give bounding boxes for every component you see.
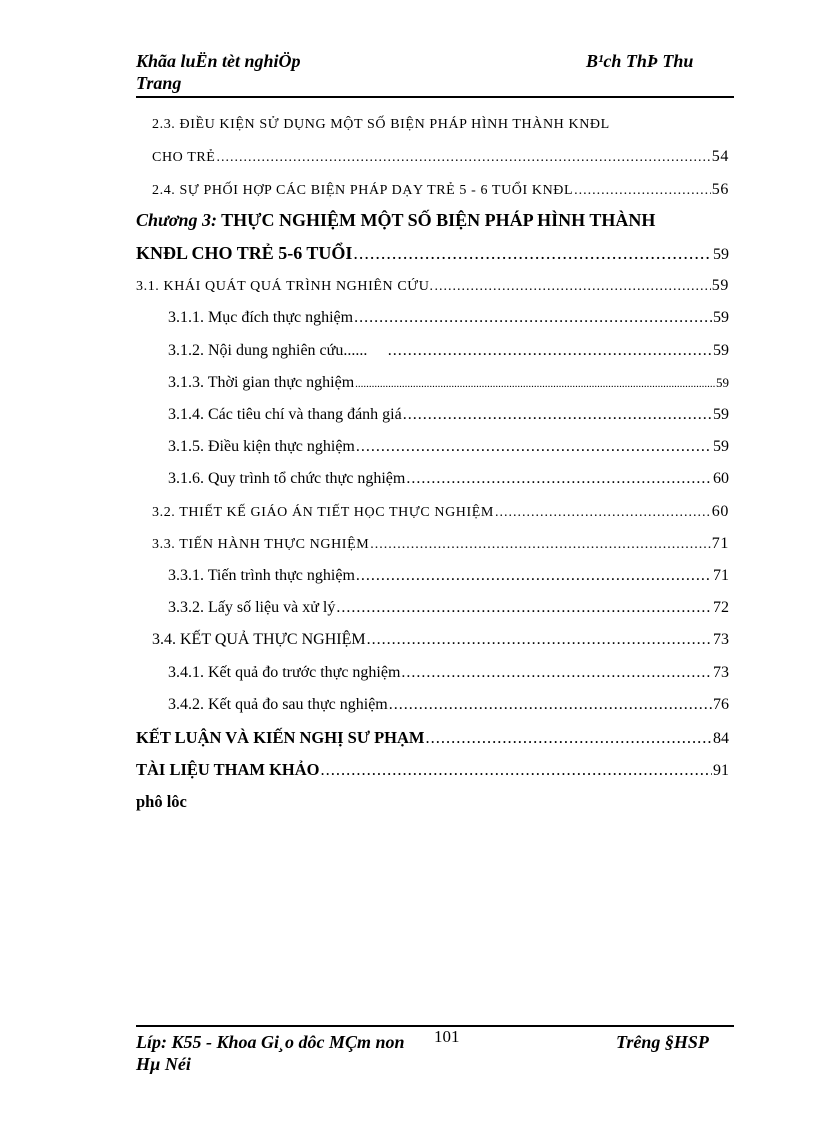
footer-left-line1: Líp: K55 - Khoa Gi¸o dôc MÇm non	[136, 1032, 405, 1052]
footer-right: Trêng §HSP	[616, 1032, 709, 1052]
toc-leader	[403, 406, 712, 424]
toc-entry-3-1-3[interactable]	[168, 374, 729, 392]
toc-entry-2-3-title: CHO TRẺ	[152, 150, 216, 165]
toc-entry-2-3-line1: 2.3. ĐIỀU KIỆN SỬ DỤNG MỘT SỐ BIỆN PHÁP HÌNH THÀNH KNĐL	[152, 117, 610, 132]
toc-entry-3-2[interactable]	[152, 503, 729, 521]
toc-entry-3-1-2-title: 3.1.2. Nội dung nghiên cứu......	[168, 342, 368, 359]
toc-entry-2-3[interactable]	[152, 148, 729, 166]
toc-page-number: 59	[713, 246, 729, 263]
toc-page-number: 91	[713, 762, 729, 779]
toc-entry-3-4-1-title: 3.4.1. Kết quả đo trước thực nghiệm	[168, 664, 401, 681]
toc-conclusion-title: KẾT LUẬN VÀ KIẾN NGHỊ SƯ PHẠM	[136, 728, 425, 747]
toc-leader	[336, 599, 712, 617]
toc-leader	[406, 470, 712, 488]
toc-entry-3-4[interactable]	[152, 631, 729, 649]
toc-page-number: 73	[713, 664, 729, 681]
toc-entry-3-1-6-title: 3.1.6. Quy trình tổ chức thực nghiệm	[168, 470, 406, 487]
toc-page-number: 71	[711, 535, 729, 552]
toc-entry-3-1-4[interactable]	[168, 406, 729, 424]
toc-page-number: 73	[713, 631, 729, 648]
toc-page-number: 60	[713, 470, 729, 487]
toc-chapter-3[interactable]	[136, 243, 729, 264]
toc-entry-3-3-1[interactable]	[168, 567, 729, 585]
toc-leader	[355, 378, 715, 390]
chapter-3-title-line2: KNĐL CHO TRẺ 5-6 TUỔI	[136, 243, 353, 263]
toc-entry-3-3-title: 3.3. TIẾN HÀNH THỰC NGHIỆM	[152, 537, 370, 552]
toc-leader	[389, 696, 712, 714]
toc-entry-3-1-3-title: 3.1.3. Thời gian thực nghiệm	[168, 374, 355, 391]
toc-conclusion[interactable]	[136, 728, 729, 748]
toc-leader	[388, 342, 712, 360]
toc-entry-2-4-title: 2.4. SỰ PHỐI HỢP CÁC BIỆN PHÁP DẠY TRẺ 5 - 6 TUỔI KNĐL	[152, 183, 574, 198]
header-rule	[136, 96, 734, 98]
toc-leader	[495, 505, 711, 521]
toc-leader	[401, 664, 712, 682]
toc-leader	[367, 631, 712, 649]
toc-entry-3-1-2[interactable]	[168, 342, 729, 360]
toc-page-number: 59	[716, 375, 729, 390]
toc-leader	[354, 309, 712, 327]
toc-page-number: 59	[713, 406, 729, 423]
header-left-line1: Khãa luËn tèt nghiÖp	[136, 51, 301, 71]
toc-leader	[353, 243, 712, 264]
toc-page-number: 59	[713, 342, 729, 359]
toc-page-number: 56	[711, 181, 729, 198]
footer-left	[136, 1031, 405, 1075]
header-right: B¹ch ThÞ Thu	[586, 51, 694, 71]
toc-leader	[356, 567, 712, 585]
toc-chapter-3-line1	[136, 210, 655, 231]
toc-entry-3-3-2-title: 3.3.2. Lấy số liệu và xử lý	[168, 599, 336, 616]
toc-references[interactable]	[136, 760, 729, 780]
chapter-3-title-line1: THỰC NGHIỆM MỘT SỐ BIỆN PHÁP HÌNH THÀNH	[216, 210, 656, 230]
toc-leader	[216, 150, 710, 166]
toc-page-number: 84	[713, 730, 729, 747]
toc-entry-3-3-2[interactable]	[168, 599, 729, 617]
toc-page-number: 72	[713, 599, 729, 616]
toc-entry-3-4-2-title: 3.4.2. Kết quả đo sau thực nghiệm	[168, 696, 388, 713]
toc-entry-3-1-5-title: 3.1.5. Điều kiện thực nghiệm	[168, 438, 355, 455]
toc-page-number: 59	[713, 438, 729, 455]
toc-page-number: 59	[713, 309, 729, 326]
toc-entry-3-1-5[interactable]	[168, 438, 729, 456]
toc-entry-3-1-4-title: 3.1.4. Các tiêu chí và thang đánh giá	[168, 406, 402, 423]
toc-leader	[370, 537, 711, 553]
toc-leader	[321, 760, 712, 780]
toc-page-number: 60	[711, 503, 729, 520]
toc-entry-3-1-1[interactable]	[168, 309, 729, 327]
toc-leader	[435, 279, 711, 295]
toc-appendix[interactable]: phô lôc	[136, 792, 187, 811]
toc-references-title: TÀI LIỆU THAM KHẢO	[136, 760, 320, 779]
toc-leader	[356, 438, 712, 456]
footer-left-line2: Hµ Néi	[136, 1054, 191, 1074]
toc-entry-3-4-1[interactable]	[168, 664, 729, 682]
toc-page-number: 71	[713, 567, 729, 584]
header-left-line2: Trang	[136, 73, 182, 93]
toc-leader	[425, 728, 712, 748]
header-left	[136, 50, 301, 94]
toc-leader	[574, 183, 711, 199]
toc-entry-3-1-1-title: 3.1.1. Mục đích thực nghiệm	[168, 309, 354, 326]
toc-entry-3-1-title: 3.1. KHÁI QUÁT QUÁ TRÌNH NGHIÊN CỨU.	[136, 279, 434, 294]
toc-entry-3-3[interactable]	[152, 535, 729, 553]
toc-entry-3-2-title: 3.2. THIẾT KẾ GIÁO ÁN TIẾT HỌC THỰC NGHIỆM	[152, 505, 494, 520]
toc-entry-3-4-title: 3.4. KẾT QUẢ THỰC NGHIỆM	[152, 631, 366, 648]
toc-page-number: 76	[713, 696, 729, 713]
chapter-3-prefix: Chương 3:	[136, 210, 217, 230]
toc-entry-3-1-6[interactable]	[168, 470, 729, 488]
toc-entry-2-4[interactable]	[152, 181, 729, 199]
toc-page-number: 59	[711, 277, 729, 294]
toc-entry-3-4-2[interactable]	[168, 696, 729, 714]
toc-page-number: 54	[711, 148, 729, 165]
toc-entry-3-1[interactable]	[136, 277, 729, 295]
page-number: 101	[434, 1027, 460, 1046]
toc-entry-3-3-1-title: 3.3.1. Tiến trình thực nghiệm	[168, 567, 355, 584]
